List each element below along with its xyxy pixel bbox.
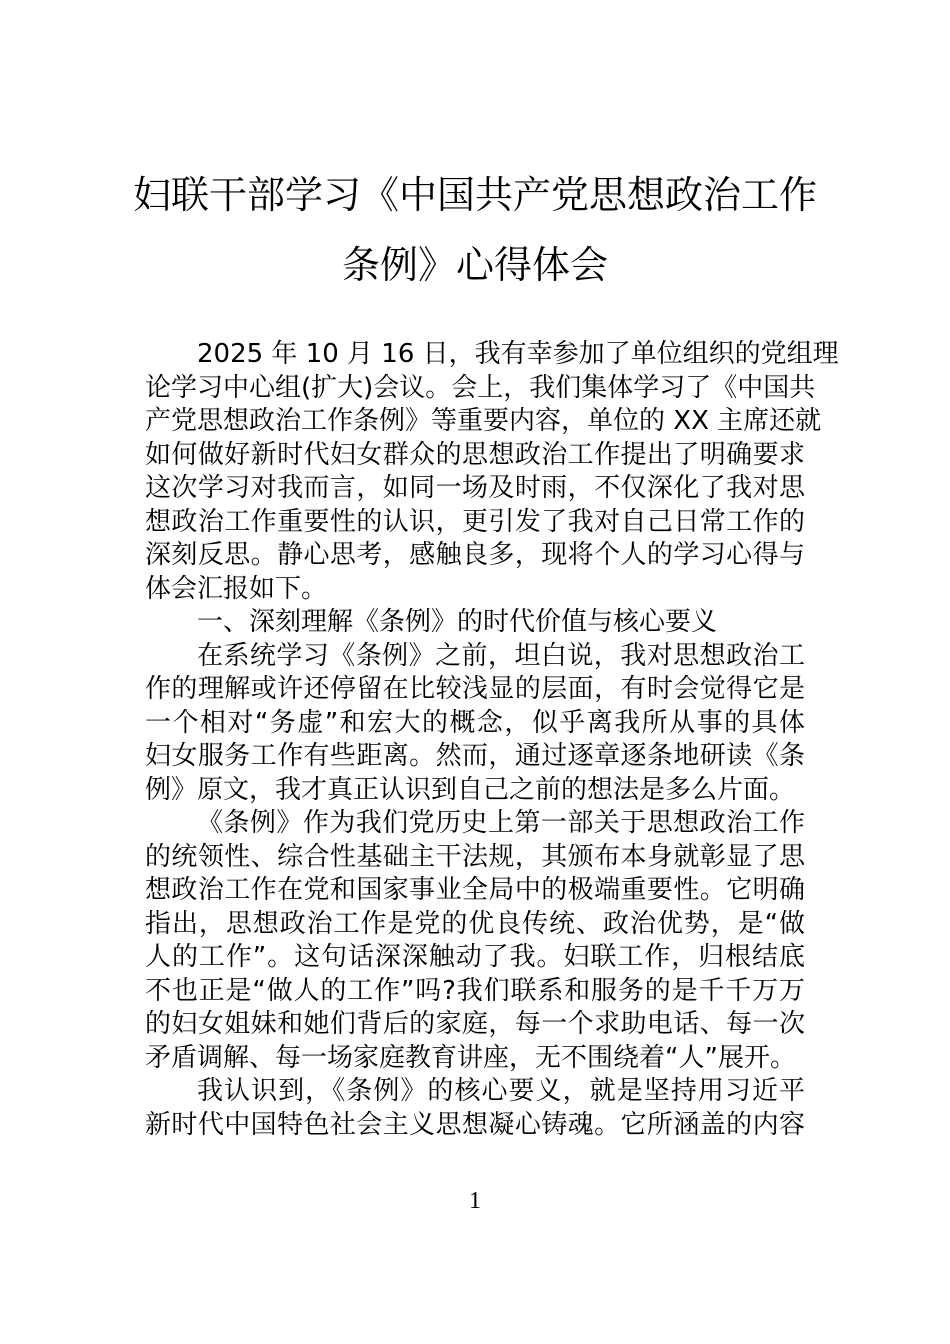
text-line: 论学习中心组(扩大)会议。会上，我们集体学习了《中国共 bbox=[145, 372, 816, 403]
text-line: 想政治工作重要性的认识，更引发了我对自己日常工作的 bbox=[145, 506, 805, 537]
text-line: 体会汇报如下。 bbox=[145, 573, 328, 604]
title-line-1: 妇联干部学习《中国共产党思想政治工作 bbox=[132, 173, 817, 217]
document-body bbox=[145, 338, 839, 1142]
text-line: 在系统学习《条例》之前，坦白说，我对思想政治工 bbox=[197, 640, 805, 671]
text-line: 如何做好新时代妇女群众的思想政治工作提出了明确要求 bbox=[145, 439, 805, 470]
paragraph bbox=[145, 338, 839, 606]
text-line: 例》原文，我才真正认识到自己之前的想法是多么片面。 bbox=[145, 774, 796, 805]
text-line: 人的工作”。这句话深深触动了我。妇联工作，归根结底 bbox=[145, 942, 805, 972]
text-line: 的妇女姐妹和她们背后的家庭，每一个求助电话、每一次 bbox=[145, 1009, 805, 1039]
text-line: 产党思想政治工作条例》等重要内容，单位的 XX 主席还就 bbox=[145, 406, 822, 436]
text-line: 深刻反思。静心思考，感触良多，现将个人的学习心得与 bbox=[145, 540, 805, 570]
text-line: 这次学习对我而言，如同一场及时雨，不仅深化了我对思 bbox=[145, 473, 805, 503]
text-line: 的统领性、综合性基础主干法规，其颁布本身就彰显了思 bbox=[145, 841, 805, 872]
page-number: 1 bbox=[469, 1188, 481, 1214]
paragraph bbox=[145, 807, 805, 1075]
title-line-2: 条例》心得体会 bbox=[341, 243, 608, 287]
text-line: 指出，思想政治工作是党的优良传统、政治优势，是“做 bbox=[145, 908, 805, 939]
text-line: 妇女服务工作有些距离。然而，通过逐章逐条地研读《条 bbox=[145, 741, 805, 771]
document-title bbox=[0, 160, 950, 300]
text-line: 一个相对“务虚”和宏大的概念，似乎离我所从事的具体 bbox=[145, 707, 805, 738]
text-line: 2025 年 10 月 16 日，我有幸参加了单位组织的党组理 bbox=[197, 339, 839, 369]
paragraph bbox=[145, 640, 805, 808]
paragraph bbox=[145, 606, 805, 640]
paragraph bbox=[145, 1075, 805, 1142]
text-line: 我认识到，《条例》的核心要义，就是坚持用习近平 bbox=[197, 1076, 805, 1106]
text-line: 作的理解或许还停留在比较浅显的层面，有时会觉得它是 bbox=[145, 674, 805, 704]
text-line: 新时代中国特色社会主义思想凝心铸魂。它所涵盖的内容 bbox=[145, 1109, 805, 1140]
text-line: 不也正是“做人的工作”吗?我们联系和服务的是千千万万 bbox=[145, 975, 805, 1006]
text-line: 一、深刻理解《条例》的时代价值与核心要义 bbox=[197, 607, 718, 637]
text-line: 想政治工作在党和国家事业全局中的极端重要性。它明确 bbox=[145, 875, 805, 905]
text-line: 《条例》作为我们党历史上第一部关于思想政治工作 bbox=[197, 808, 805, 838]
text-line: 矛盾调解、每一场家庭教育讲座，无不围绕着“人”展开。 bbox=[145, 1042, 796, 1073]
